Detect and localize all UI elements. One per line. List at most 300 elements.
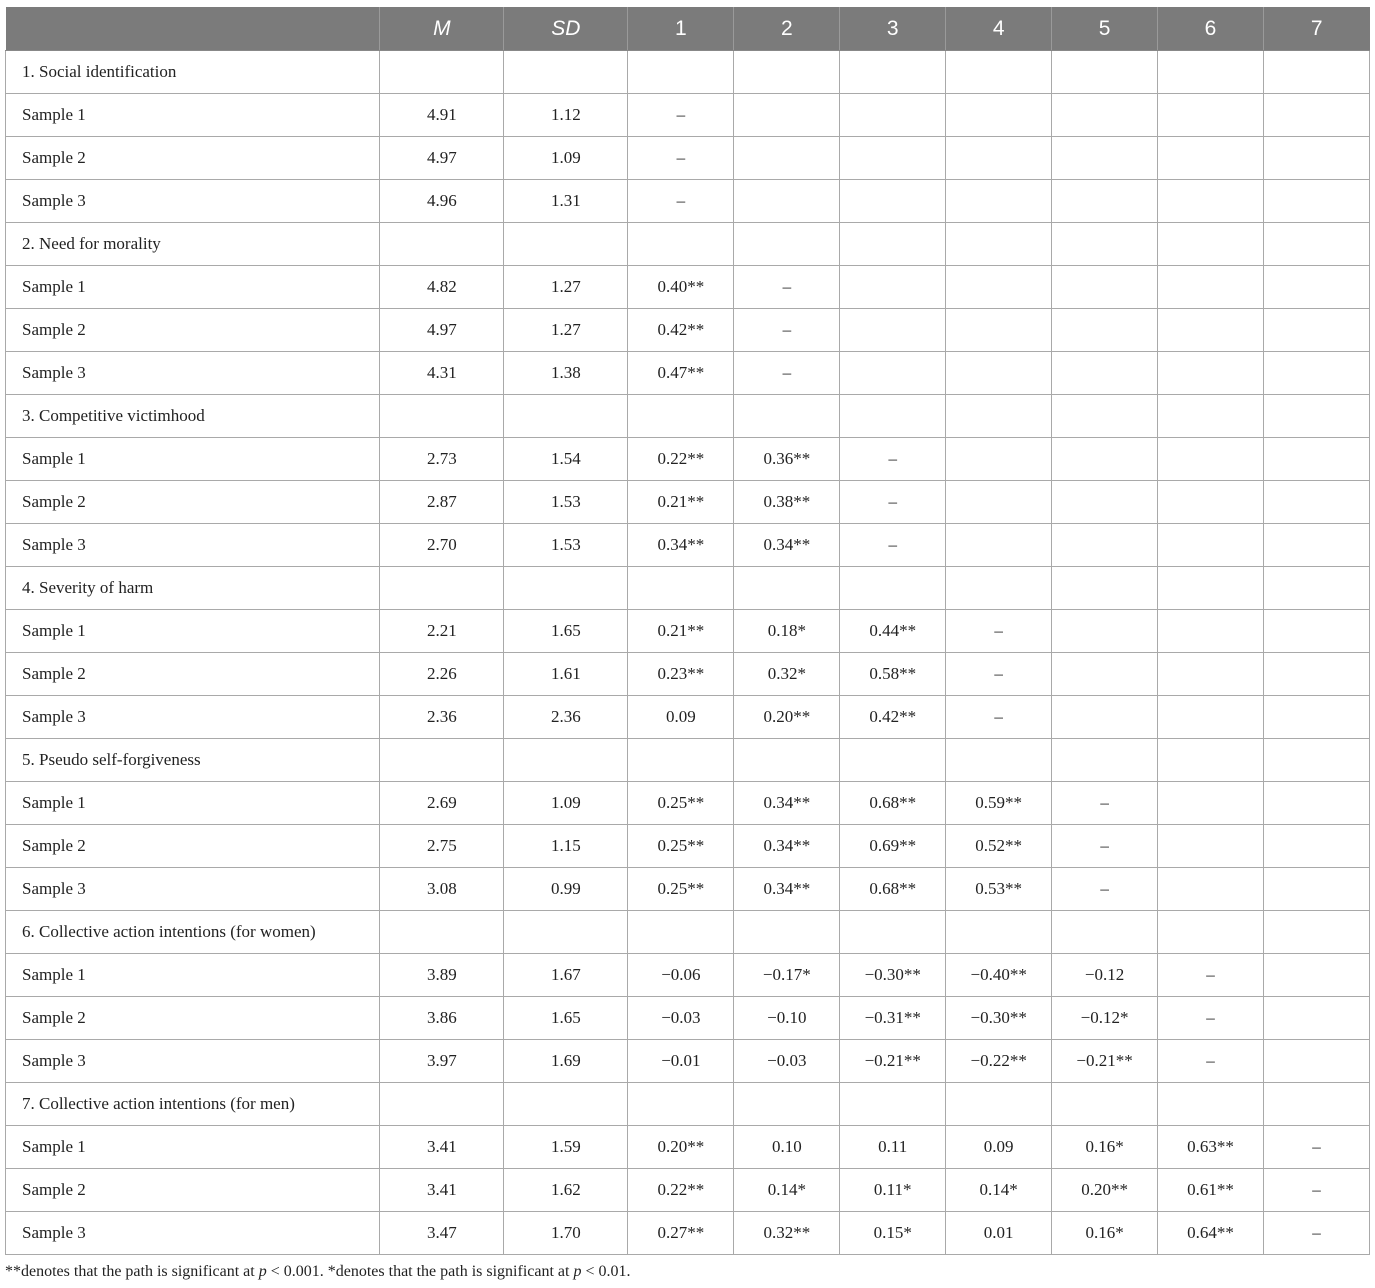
group-header-row	[6, 395, 1370, 438]
empty-cell	[1158, 395, 1264, 438]
correlation-cell: 0.34**	[734, 868, 840, 911]
correlation-cell: –	[1052, 782, 1158, 825]
mean-cell: 2.87	[380, 481, 504, 524]
header-sd: SD	[504, 7, 628, 51]
sample-label: Sample 1	[6, 782, 380, 825]
correlation-cell	[1263, 180, 1369, 223]
correlation-cell	[1263, 653, 1369, 696]
correlation-cell: 0.52**	[946, 825, 1052, 868]
table-row	[6, 266, 1370, 309]
correlation-cell: –	[1263, 1212, 1369, 1255]
sample-label: Sample 1	[6, 266, 380, 309]
correlation-cell: 0.44**	[840, 610, 946, 653]
mean-cell: 2.36	[380, 696, 504, 739]
correlation-cell: –	[1052, 868, 1158, 911]
group-title: 6. Collective action intentions (for women)	[6, 911, 380, 954]
mean-cell: 4.97	[380, 309, 504, 352]
correlation-cell: 0.25**	[628, 825, 734, 868]
correlation-cell	[1158, 782, 1264, 825]
correlation-cell: −0.10	[734, 997, 840, 1040]
correlation-cell: –	[946, 696, 1052, 739]
table-row	[6, 997, 1370, 1040]
correlation-cell: 0.01	[946, 1212, 1052, 1255]
sample-label: Sample 2	[6, 997, 380, 1040]
correlation-cell	[1158, 610, 1264, 653]
mean-cell: 4.31	[380, 352, 504, 395]
correlation-cell	[946, 524, 1052, 567]
table-row	[6, 868, 1370, 911]
correlation-cell	[1263, 438, 1369, 481]
footnote-p-symbol-1: p	[258, 1263, 267, 1280]
mean-cell: 2.26	[380, 653, 504, 696]
correlation-cell: 0.14*	[734, 1169, 840, 1212]
correlation-cell: –	[946, 653, 1052, 696]
table-row	[6, 137, 1370, 180]
empty-cell	[840, 911, 946, 954]
group-title: 7. Collective action intentions (for men)	[6, 1083, 380, 1126]
correlation-cell	[1263, 696, 1369, 739]
correlation-cell: 0.11	[840, 1126, 946, 1169]
group-title: 1. Social identification	[6, 51, 380, 94]
mean-cell: 3.86	[380, 997, 504, 1040]
empty-cell	[1158, 739, 1264, 782]
empty-cell	[734, 567, 840, 610]
correlation-cell: 0.27**	[628, 1212, 734, 1255]
sd-cell: 1.09	[504, 782, 628, 825]
sample-label: Sample 2	[6, 825, 380, 868]
mean-cell: 4.97	[380, 137, 504, 180]
empty-cell	[946, 567, 1052, 610]
correlation-cell: −0.01	[628, 1040, 734, 1083]
empty-cell	[946, 1083, 1052, 1126]
empty-cell	[380, 223, 504, 266]
correlation-cell: 0.15*	[840, 1212, 946, 1255]
correlation-cell	[840, 94, 946, 137]
correlation-cell: 0.25**	[628, 782, 734, 825]
empty-cell	[1158, 567, 1264, 610]
sd-cell: 2.36	[504, 696, 628, 739]
sample-label: Sample 3	[6, 524, 380, 567]
sample-label: Sample 3	[6, 868, 380, 911]
mean-cell: 3.41	[380, 1126, 504, 1169]
correlation-cell: −0.21**	[1052, 1040, 1158, 1083]
footnote-p-symbol-2: p	[573, 1263, 582, 1280]
empty-cell	[628, 223, 734, 266]
correlation-cell: 0.68**	[840, 782, 946, 825]
correlation-cell: 0.09	[946, 1126, 1052, 1169]
correlation-cell	[1263, 94, 1369, 137]
group-title: 4. Severity of harm	[6, 567, 380, 610]
table-row	[6, 1169, 1370, 1212]
correlation-cell: 0.21**	[628, 481, 734, 524]
group-header-row	[6, 739, 1370, 782]
table-row	[6, 1212, 1370, 1255]
correlation-cell: 0.10	[734, 1126, 840, 1169]
sample-label: Sample 2	[6, 1169, 380, 1212]
sd-cell: 1.54	[504, 438, 628, 481]
correlation-cell: 0.16*	[1052, 1126, 1158, 1169]
correlation-cell	[1158, 266, 1264, 309]
correlation-cell	[1263, 524, 1369, 567]
empty-cell	[504, 739, 628, 782]
correlation-cell	[1158, 94, 1264, 137]
header-col-7: 7	[1263, 7, 1369, 51]
correlation-cell: 0.20**	[628, 1126, 734, 1169]
empty-cell	[1158, 223, 1264, 266]
empty-cell	[734, 395, 840, 438]
correlation-cell: −0.21**	[840, 1040, 946, 1083]
empty-cell	[734, 223, 840, 266]
sd-cell: 1.31	[504, 180, 628, 223]
sd-cell: 1.27	[504, 266, 628, 309]
table-row	[6, 696, 1370, 739]
correlation-cell: 0.64**	[1158, 1212, 1264, 1255]
empty-cell	[840, 51, 946, 94]
mean-cell: 4.82	[380, 266, 504, 309]
empty-cell	[380, 51, 504, 94]
empty-cell	[1158, 1083, 1264, 1126]
empty-cell	[504, 567, 628, 610]
sample-label: Sample 1	[6, 1126, 380, 1169]
empty-cell	[504, 51, 628, 94]
table-row	[6, 309, 1370, 352]
empty-cell	[1263, 739, 1369, 782]
empty-cell	[1052, 567, 1158, 610]
mean-cell: 2.70	[380, 524, 504, 567]
empty-cell	[1052, 739, 1158, 782]
mean-cell: 3.89	[380, 954, 504, 997]
sd-cell: 0.99	[504, 868, 628, 911]
sample-label: Sample 3	[6, 1212, 380, 1255]
sd-cell: 1.12	[504, 94, 628, 137]
correlation-cell: −0.31**	[840, 997, 946, 1040]
sd-cell: 1.53	[504, 481, 628, 524]
correlation-cell	[840, 352, 946, 395]
correlation-cell	[1052, 137, 1158, 180]
correlation-cell	[840, 266, 946, 309]
correlation-cell	[1052, 524, 1158, 567]
sample-label: Sample 1	[6, 438, 380, 481]
correlation-cell	[840, 180, 946, 223]
correlation-cell: 0.34**	[734, 825, 840, 868]
sd-cell: 1.62	[504, 1169, 628, 1212]
sd-cell: 1.69	[504, 1040, 628, 1083]
table-row	[6, 524, 1370, 567]
correlation-cell	[1263, 782, 1369, 825]
sd-cell: 1.61	[504, 653, 628, 696]
sample-label: Sample 1	[6, 94, 380, 137]
empty-cell	[840, 739, 946, 782]
table-footnote	[5, 1263, 631, 1281]
correlation-cell	[1263, 1040, 1369, 1083]
sample-label: Sample 2	[6, 137, 380, 180]
correlation-cell: 0.68**	[840, 868, 946, 911]
correlation-cell	[1263, 954, 1369, 997]
correlation-cell	[1158, 653, 1264, 696]
header-col-6: 6	[1158, 7, 1264, 51]
table-row	[6, 438, 1370, 481]
correlation-cell: 0.34**	[734, 782, 840, 825]
correlation-cell	[1263, 825, 1369, 868]
header-col-1: 1	[628, 7, 734, 51]
empty-cell	[946, 911, 1052, 954]
header-col-4: 4	[946, 7, 1052, 51]
correlation-cell	[946, 438, 1052, 481]
mean-cell: 2.69	[380, 782, 504, 825]
sample-label: Sample 2	[6, 653, 380, 696]
empty-cell	[840, 567, 946, 610]
correlation-cell	[1158, 825, 1264, 868]
correlation-cell: –	[628, 94, 734, 137]
footnote-text-1: **denotes that the path is significant at	[5, 1263, 259, 1280]
correlation-cell: 0.23**	[628, 653, 734, 696]
correlation-cell: 0.20**	[1052, 1169, 1158, 1212]
table-row	[6, 653, 1370, 696]
empty-cell	[1263, 567, 1369, 610]
group-header-row	[6, 1083, 1370, 1126]
correlation-cell	[1052, 438, 1158, 481]
header-col-5: 5	[1052, 7, 1158, 51]
correlation-cell: –	[1158, 997, 1264, 1040]
empty-cell	[1263, 51, 1369, 94]
correlation-cell: 0.61**	[1158, 1169, 1264, 1212]
table-row	[6, 1040, 1370, 1083]
empty-cell	[1052, 395, 1158, 438]
sd-cell: 1.59	[504, 1126, 628, 1169]
sd-cell: 1.15	[504, 825, 628, 868]
empty-cell	[380, 1083, 504, 1126]
group-title: 3. Competitive victimhood	[6, 395, 380, 438]
empty-cell	[628, 395, 734, 438]
correlation-cell: 0.32**	[734, 1212, 840, 1255]
group-header-row	[6, 51, 1370, 94]
correlation-cell: −0.30**	[946, 997, 1052, 1040]
empty-cell	[380, 395, 504, 438]
header-col-3: 3	[840, 7, 946, 51]
empty-cell	[380, 567, 504, 610]
sd-cell: 1.70	[504, 1212, 628, 1255]
correlation-cell: –	[1158, 1040, 1264, 1083]
empty-cell	[380, 739, 504, 782]
correlation-cell: 0.32*	[734, 653, 840, 696]
correlation-cell	[1158, 352, 1264, 395]
sd-cell: 1.67	[504, 954, 628, 997]
correlation-cell: –	[628, 180, 734, 223]
correlation-cell: −0.03	[734, 1040, 840, 1083]
correlation-cell: 0.20**	[734, 696, 840, 739]
correlation-cell: –	[946, 610, 1052, 653]
correlation-cell: –	[734, 266, 840, 309]
correlation-cell: –	[734, 352, 840, 395]
mean-cell: 2.73	[380, 438, 504, 481]
correlation-cell: –	[840, 481, 946, 524]
correlation-cell: 0.34**	[734, 524, 840, 567]
empty-cell	[1158, 51, 1264, 94]
correlation-cell	[1263, 309, 1369, 352]
correlation-cell	[1263, 481, 1369, 524]
correlation-cell	[1052, 309, 1158, 352]
empty-cell	[1263, 223, 1369, 266]
correlation-cell	[1158, 438, 1264, 481]
group-header-row	[6, 223, 1370, 266]
empty-cell	[628, 51, 734, 94]
correlation-cell	[1263, 137, 1369, 180]
correlation-cell: 0.14*	[946, 1169, 1052, 1212]
empty-cell	[946, 223, 1052, 266]
sd-cell: 1.09	[504, 137, 628, 180]
mean-cell: 3.41	[380, 1169, 504, 1212]
group-title: 2. Need for morality	[6, 223, 380, 266]
empty-cell	[1052, 1083, 1158, 1126]
correlation-cell	[734, 94, 840, 137]
empty-cell	[1052, 223, 1158, 266]
correlation-cell: 0.40**	[628, 266, 734, 309]
correlation-cell	[840, 309, 946, 352]
empty-cell	[946, 51, 1052, 94]
correlation-cell: 0.36**	[734, 438, 840, 481]
correlation-cell	[946, 481, 1052, 524]
group-title: 5. Pseudo self-forgiveness	[6, 739, 380, 782]
correlation-cell: −0.06	[628, 954, 734, 997]
empty-cell	[504, 223, 628, 266]
correlation-cell	[946, 94, 1052, 137]
sample-label: Sample 3	[6, 180, 380, 223]
table-row	[6, 782, 1370, 825]
correlation-cell: −0.03	[628, 997, 734, 1040]
correlation-cell: 0.47**	[628, 352, 734, 395]
correlation-cell	[1052, 696, 1158, 739]
sample-label: Sample 1	[6, 610, 380, 653]
empty-cell	[628, 739, 734, 782]
correlation-cell: –	[840, 438, 946, 481]
empty-cell	[840, 223, 946, 266]
correlation-cell: 0.59**	[946, 782, 1052, 825]
sd-cell: 1.38	[504, 352, 628, 395]
table-row	[6, 610, 1370, 653]
empty-cell	[946, 395, 1052, 438]
empty-cell	[504, 1083, 628, 1126]
empty-cell	[1052, 51, 1158, 94]
correlation-cell: 0.18*	[734, 610, 840, 653]
empty-cell	[840, 395, 946, 438]
group-header-row	[6, 567, 1370, 610]
correlation-cell: −0.30**	[840, 954, 946, 997]
empty-cell	[734, 911, 840, 954]
table-row	[6, 180, 1370, 223]
correlation-cell: 0.22**	[628, 438, 734, 481]
correlation-cell: –	[1158, 954, 1264, 997]
correlation-cell	[1263, 352, 1369, 395]
empty-cell	[380, 911, 504, 954]
empty-cell	[504, 395, 628, 438]
empty-cell	[628, 911, 734, 954]
table-row	[6, 352, 1370, 395]
empty-cell	[1263, 911, 1369, 954]
header-mean: M	[380, 7, 504, 51]
correlation-cell	[1158, 481, 1264, 524]
correlation-cell	[1158, 309, 1264, 352]
footnote-text-2: < 0.001. *denotes that the path is significant at	[266, 1263, 574, 1280]
correlation-cell	[1158, 524, 1264, 567]
correlation-cell: −0.22**	[946, 1040, 1052, 1083]
correlation-cell	[1052, 266, 1158, 309]
correlation-cell	[1052, 610, 1158, 653]
sd-cell: 1.65	[504, 610, 628, 653]
mean-cell: 3.47	[380, 1212, 504, 1255]
correlation-cell: −0.40**	[946, 954, 1052, 997]
correlation-cell	[1052, 180, 1158, 223]
correlation-cell: 0.38**	[734, 481, 840, 524]
correlation-cell: −0.12	[1052, 954, 1158, 997]
correlation-cell: 0.25**	[628, 868, 734, 911]
empty-cell	[734, 1083, 840, 1126]
correlation-cell	[1052, 352, 1158, 395]
empty-cell	[946, 739, 1052, 782]
sample-label: Sample 3	[6, 1040, 380, 1083]
correlation-cell: 0.42**	[628, 309, 734, 352]
sd-cell: 1.53	[504, 524, 628, 567]
correlation-cell	[1263, 610, 1369, 653]
table-row	[6, 954, 1370, 997]
correlation-cell	[1263, 997, 1369, 1040]
empty-cell	[628, 567, 734, 610]
mean-cell: 4.91	[380, 94, 504, 137]
empty-cell	[1158, 911, 1264, 954]
correlation-cell	[1052, 653, 1158, 696]
correlation-cell	[946, 180, 1052, 223]
table-row	[6, 825, 1370, 868]
correlation-cell: 0.21**	[628, 610, 734, 653]
table-row	[6, 1126, 1370, 1169]
sd-cell: 1.27	[504, 309, 628, 352]
empty-cell	[504, 911, 628, 954]
table-row	[6, 94, 1370, 137]
table-header-row	[6, 7, 1370, 51]
header-variable	[6, 7, 380, 51]
correlation-cell	[946, 137, 1052, 180]
empty-cell	[628, 1083, 734, 1126]
empty-cell	[1263, 1083, 1369, 1126]
correlation-cell	[1263, 266, 1369, 309]
correlation-cell: 0.63**	[1158, 1126, 1264, 1169]
table-row	[6, 481, 1370, 524]
correlation-cell	[1158, 137, 1264, 180]
correlation-cell: –	[628, 137, 734, 180]
mean-cell: 4.96	[380, 180, 504, 223]
correlation-cell: 0.11*	[840, 1169, 946, 1212]
empty-cell	[734, 739, 840, 782]
correlation-cell: −0.17*	[734, 954, 840, 997]
sample-label: Sample 2	[6, 481, 380, 524]
group-header-row	[6, 911, 1370, 954]
correlation-cell	[946, 266, 1052, 309]
correlation-table	[5, 7, 1370, 1255]
sample-label: Sample 1	[6, 954, 380, 997]
correlation-cell	[734, 137, 840, 180]
mean-cell: 3.97	[380, 1040, 504, 1083]
correlation-cell: 0.69**	[840, 825, 946, 868]
footnote-text-3: < 0.01.	[581, 1263, 631, 1280]
empty-cell	[734, 51, 840, 94]
correlation-cell: 0.42**	[840, 696, 946, 739]
correlation-cell: −0.12*	[1052, 997, 1158, 1040]
correlation-cell: –	[1263, 1169, 1369, 1212]
sample-label: Sample 3	[6, 696, 380, 739]
sd-cell: 1.65	[504, 997, 628, 1040]
correlation-cell: –	[734, 309, 840, 352]
correlation-cell	[840, 137, 946, 180]
header-col-2: 2	[734, 7, 840, 51]
